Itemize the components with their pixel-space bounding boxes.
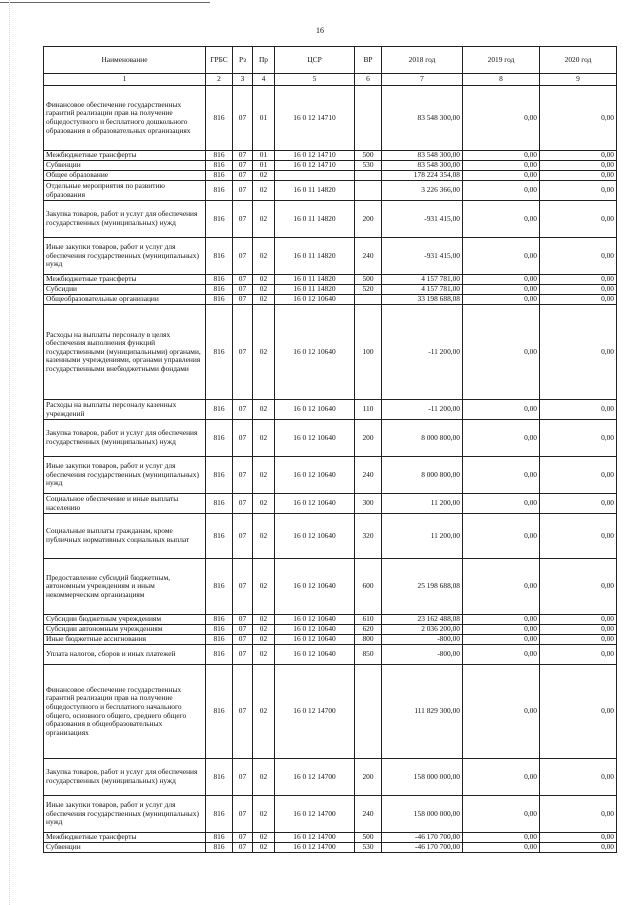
row-grbs-cell: 816 [206, 625, 233, 635]
row-grbs-cell: 816 [206, 161, 233, 171]
row-pr-cell: 02 [253, 181, 275, 201]
row-rz-cell: 07 [233, 295, 253, 305]
row-2020-cell: 0,00 [540, 494, 617, 514]
row-2020-cell: 0,00 [540, 305, 617, 400]
row-name-cell: Отдельные мероприятия по развитию образования [44, 181, 206, 201]
row-grbs-cell: 816 [206, 559, 233, 615]
row-grbs-cell: 816 [206, 615, 233, 625]
row-pr-cell: 02 [253, 843, 275, 853]
row-2018-cell: -800,00 [382, 635, 463, 645]
row-vr-cell [355, 171, 382, 181]
row-2020-cell: 0,00 [540, 400, 617, 420]
row-name-cell: Финансовое обеспечение государственных гарантий реализации прав на получение общедоступного и бесплатного дошкольного образования в образовательных организациях [44, 86, 206, 151]
row-grbs-cell: 816 [206, 238, 233, 275]
row-csr-cell: 16 0 12 10640 [275, 514, 355, 559]
row-csr-cell: 16 0 12 10640 [275, 400, 355, 420]
table-row [44, 759, 617, 796]
row-2020-cell: 0,00 [540, 514, 617, 559]
row-2020-cell: 0,00 [540, 201, 617, 238]
row-csr-cell: 16 0 12 10640 [275, 615, 355, 625]
row-2018-cell: 83 548 300,00 [382, 151, 463, 161]
row-grbs-cell: 816 [206, 305, 233, 400]
row-csr-cell [275, 171, 355, 181]
row-2020-cell: 0,00 [540, 275, 617, 285]
row-csr-cell: 16 0 12 10640 [275, 559, 355, 615]
row-csr-cell: 16 0 12 14700 [275, 665, 355, 759]
row-2020-cell: 0,00 [540, 559, 617, 615]
table-row [44, 833, 617, 843]
row-vr-cell: 200 [355, 201, 382, 238]
table-row [44, 238, 617, 275]
row-grbs-cell: 816 [206, 645, 233, 665]
row-csr-cell: 16 0 12 14700 [275, 796, 355, 833]
table-row [44, 275, 617, 285]
row-csr-cell: 16 0 12 14710 [275, 86, 355, 151]
header-cell-2019: 2019 год [463, 47, 540, 74]
row-pr-cell: 02 [253, 615, 275, 625]
row-rz-cell: 07 [233, 275, 253, 285]
row-name-cell: Иные бюджетные ассигнования [44, 635, 206, 645]
header-cell-rz: Рз [233, 47, 253, 74]
row-vr-cell: 240 [355, 457, 382, 494]
row-vr-cell: 110 [355, 400, 382, 420]
row-grbs-cell: 816 [206, 843, 233, 853]
row-name-cell: Иные закупки товаров, работ и услуг для обеспечения государственных (муниципальных) нужд [44, 796, 206, 833]
row-2020-cell: 0,00 [540, 759, 617, 796]
row-grbs-cell: 816 [206, 171, 233, 181]
budget-table [43, 46, 617, 853]
row-csr-cell: 16 0 12 14700 [275, 833, 355, 843]
column-number: 6 [355, 74, 382, 86]
row-pr-cell: 01 [253, 161, 275, 171]
row-2019-cell: 0,00 [463, 615, 540, 625]
row-2018-cell: 8 000 800,00 [382, 457, 463, 494]
table-row [44, 181, 617, 201]
row-grbs-cell: 816 [206, 420, 233, 457]
row-name-cell: Субсидии бюджетным учреждениям [44, 615, 206, 625]
row-name-cell: Финансовое обеспечение государственных гарантий реализации прав на получение общедоступного и бесплатного начального общего, основного общего, среднего общего образования в общеобразовательных организациях [44, 665, 206, 759]
row-pr-cell: 02 [253, 295, 275, 305]
row-2019-cell: 0,00 [463, 796, 540, 833]
row-name-cell: Расходы на выплаты персоналу в целях обеспечения выполнения функций государственными (муниципальными) органами, казенными учреждениями, органами управления государственными внебюджетными фондами [44, 305, 206, 400]
row-vr-cell: 620 [355, 625, 382, 635]
row-2018-cell: 11 200,00 [382, 494, 463, 514]
table-row [44, 665, 617, 759]
top-rule [0, 2, 210, 3]
row-vr-cell: 530 [355, 161, 382, 171]
row-2020-cell: 0,00 [540, 171, 617, 181]
row-rz-cell: 07 [233, 400, 253, 420]
table-row [44, 161, 617, 171]
table-row [44, 400, 617, 420]
row-2019-cell: 0,00 [463, 161, 540, 171]
row-grbs-cell: 816 [206, 759, 233, 796]
column-number: 2 [206, 74, 233, 86]
table-row [44, 305, 617, 400]
row-csr-cell: 16 0 11 14820 [275, 181, 355, 201]
table-row [44, 151, 617, 161]
scan-margin-line [9, 0, 10, 905]
row-2018-cell: 8 000 800,00 [382, 420, 463, 457]
row-2018-cell: 33 198 688,08 [382, 295, 463, 305]
row-pr-cell: 02 [253, 625, 275, 635]
row-grbs-cell: 816 [206, 400, 233, 420]
row-name-cell: Общее образование [44, 171, 206, 181]
row-rz-cell: 07 [233, 494, 253, 514]
row-vr-cell [355, 665, 382, 759]
row-2019-cell: 0,00 [463, 635, 540, 645]
row-csr-cell: 16 0 12 10640 [275, 420, 355, 457]
header-cell-name: Наименование [44, 47, 206, 74]
row-2018-cell: -931 415,00 [382, 238, 463, 275]
row-2018-cell: 178 224 354,08 [382, 171, 463, 181]
row-2018-cell: 25 198 688,08 [382, 559, 463, 615]
row-grbs-cell: 816 [206, 275, 233, 285]
row-2019-cell: 0,00 [463, 201, 540, 238]
row-2019-cell: 0,00 [463, 86, 540, 151]
row-2020-cell: 0,00 [540, 615, 617, 625]
row-grbs-cell: 816 [206, 665, 233, 759]
column-number: 4 [253, 74, 275, 86]
row-vr-cell: 500 [355, 275, 382, 285]
page-number: 16 [316, 26, 324, 35]
row-csr-cell: 16 0 12 10640 [275, 625, 355, 635]
row-rz-cell: 07 [233, 305, 253, 400]
column-number-row [44, 74, 617, 86]
table-row [44, 285, 617, 295]
row-grbs-cell: 816 [206, 201, 233, 238]
row-2018-cell: 83 548 300,00 [382, 86, 463, 151]
column-number: 7 [382, 74, 463, 86]
row-rz-cell: 07 [233, 843, 253, 853]
row-2018-cell: 3 226 366,00 [382, 181, 463, 201]
column-number: 5 [275, 74, 355, 86]
row-name-cell: Межбюджетные трансферты [44, 275, 206, 285]
table-row [44, 86, 617, 151]
row-name-cell: Субсидии [44, 285, 206, 295]
row-vr-cell: 530 [355, 843, 382, 853]
row-vr-cell: 500 [355, 151, 382, 161]
row-csr-cell: 16 0 12 10640 [275, 645, 355, 665]
row-pr-cell: 02 [253, 400, 275, 420]
row-pr-cell: 02 [253, 457, 275, 494]
row-vr-cell [355, 295, 382, 305]
row-2018-cell: 2 036 200,00 [382, 625, 463, 635]
row-rz-cell: 07 [233, 514, 253, 559]
row-vr-cell: 610 [355, 615, 382, 625]
row-name-cell: Субвенции [44, 161, 206, 171]
row-2019-cell: 0,00 [463, 759, 540, 796]
row-2019-cell: 0,00 [463, 843, 540, 853]
row-2019-cell: 0,00 [463, 420, 540, 457]
row-vr-cell: 200 [355, 420, 382, 457]
row-vr-cell: 300 [355, 494, 382, 514]
column-number: 9 [540, 74, 617, 86]
row-2019-cell: 0,00 [463, 275, 540, 285]
row-rz-cell: 07 [233, 645, 253, 665]
row-2020-cell: 0,00 [540, 635, 617, 645]
row-2020-cell: 0,00 [540, 843, 617, 853]
table-row [44, 635, 617, 645]
row-2019-cell: 0,00 [463, 181, 540, 201]
row-2020-cell: 0,00 [540, 665, 617, 759]
row-2020-cell: 0,00 [540, 295, 617, 305]
row-2018-cell: 158 000 000,00 [382, 759, 463, 796]
row-name-cell: Субвенции [44, 843, 206, 853]
row-2019-cell: 0,00 [463, 559, 540, 615]
row-pr-cell: 02 [253, 514, 275, 559]
row-2018-cell: -46 170 700,00 [382, 843, 463, 853]
row-2019-cell: 0,00 [463, 665, 540, 759]
header-cell-csr: ЦСР [275, 47, 355, 74]
table-row [44, 796, 617, 833]
header-cell-grbs: ГРБС [206, 47, 233, 74]
row-2018-cell: -800,00 [382, 645, 463, 665]
row-name-cell: Уплата налогов, сборов и иных платежей [44, 645, 206, 665]
row-name-cell: Межбюджетные трансферты [44, 151, 206, 161]
row-grbs-cell: 816 [206, 86, 233, 151]
row-pr-cell: 02 [253, 275, 275, 285]
row-rz-cell: 07 [233, 161, 253, 171]
row-csr-cell: 16 0 11 14820 [275, 238, 355, 275]
row-grbs-cell: 816 [206, 494, 233, 514]
row-name-cell: Субсидии автономным учреждениям [44, 625, 206, 635]
row-2019-cell: 0,00 [463, 295, 540, 305]
table-row [44, 615, 617, 625]
row-pr-cell: 02 [253, 420, 275, 457]
row-rz-cell: 07 [233, 151, 253, 161]
row-rz-cell: 07 [233, 420, 253, 457]
row-2020-cell: 0,00 [540, 151, 617, 161]
row-vr-cell: 850 [355, 645, 382, 665]
row-rz-cell: 07 [233, 796, 253, 833]
row-grbs-cell: 816 [206, 295, 233, 305]
row-csr-cell: 16 0 11 14820 [275, 285, 355, 295]
row-grbs-cell: 816 [206, 181, 233, 201]
row-2018-cell: 11 200,00 [382, 514, 463, 559]
row-pr-cell: 02 [253, 635, 275, 645]
table-row [44, 420, 617, 457]
row-2019-cell: 0,00 [463, 305, 540, 400]
row-rz-cell: 07 [233, 457, 253, 494]
row-2019-cell: 0,00 [463, 400, 540, 420]
row-rz-cell: 07 [233, 285, 253, 295]
row-name-cell: Закупка товаров, работ и услуг для обеспечения государственных (муниципальных) нужд [44, 759, 206, 796]
row-2020-cell: 0,00 [540, 181, 617, 201]
table-row [44, 625, 617, 635]
row-pr-cell: 01 [253, 86, 275, 151]
table-row [44, 171, 617, 181]
row-2019-cell: 0,00 [463, 494, 540, 514]
row-2018-cell: -11 200,00 [382, 400, 463, 420]
column-number: 1 [44, 74, 206, 86]
row-pr-cell: 02 [253, 494, 275, 514]
row-rz-cell: 07 [233, 238, 253, 275]
row-csr-cell: 16 0 12 14710 [275, 151, 355, 161]
row-csr-cell: 16 0 12 10640 [275, 635, 355, 645]
table-row [44, 201, 617, 238]
row-pr-cell: 02 [253, 759, 275, 796]
row-pr-cell: 02 [253, 833, 275, 843]
row-csr-cell: 16 0 12 10640 [275, 494, 355, 514]
table-row [44, 494, 617, 514]
row-2019-cell: 0,00 [463, 171, 540, 181]
row-2020-cell: 0,00 [540, 625, 617, 635]
row-name-cell: Расходы на выплаты персоналу казенных учреждений [44, 400, 206, 420]
table-row [44, 457, 617, 494]
row-2018-cell: 23 162 488,08 [382, 615, 463, 625]
row-2019-cell: 0,00 [463, 514, 540, 559]
table-row [44, 559, 617, 615]
row-grbs-cell: 816 [206, 833, 233, 843]
row-rz-cell: 07 [233, 181, 253, 201]
row-pr-cell: 02 [253, 238, 275, 275]
row-vr-cell: 320 [355, 514, 382, 559]
row-2019-cell: 0,00 [463, 151, 540, 161]
row-csr-cell: 16 0 11 14820 [275, 201, 355, 238]
row-2020-cell: 0,00 [540, 420, 617, 457]
row-rz-cell: 07 [233, 615, 253, 625]
row-vr-cell: 520 [355, 285, 382, 295]
row-2020-cell: 0,00 [540, 161, 617, 171]
row-2020-cell: 0,00 [540, 285, 617, 295]
row-vr-cell [355, 181, 382, 201]
row-name-cell: Предоставление субсидий бюджетным, автономным учреждениям и иным некоммерческим организациям [44, 559, 206, 615]
row-csr-cell: 16 0 12 14700 [275, 843, 355, 853]
row-vr-cell: 200 [355, 759, 382, 796]
table-row [44, 295, 617, 305]
row-2019-cell: 0,00 [463, 238, 540, 275]
row-rz-cell: 07 [233, 665, 253, 759]
row-2018-cell: 4 157 781,00 [382, 285, 463, 295]
row-grbs-cell: 816 [206, 285, 233, 295]
row-2020-cell: 0,00 [540, 833, 617, 843]
column-number: 3 [233, 74, 253, 86]
table-row [44, 843, 617, 853]
row-name-cell: Иные закупки товаров, работ и услуг для обеспечения государственных (муниципальных) нужд [44, 238, 206, 275]
row-rz-cell: 07 [233, 833, 253, 843]
row-rz-cell: 07 [233, 635, 253, 645]
row-csr-cell: 16 0 12 14700 [275, 759, 355, 796]
row-csr-cell: 16 0 12 10640 [275, 295, 355, 305]
row-name-cell: Общеобразовательные организации [44, 295, 206, 305]
row-2018-cell: 83 548 300,00 [382, 161, 463, 171]
row-2019-cell: 0,00 [463, 833, 540, 843]
row-vr-cell: 240 [355, 238, 382, 275]
row-vr-cell: 100 [355, 305, 382, 400]
row-2019-cell: 0,00 [463, 457, 540, 494]
row-rz-cell: 07 [233, 759, 253, 796]
row-grbs-cell: 816 [206, 457, 233, 494]
table-row [44, 645, 617, 665]
row-name-cell: Межбюджетные трансферты [44, 833, 206, 843]
row-pr-cell: 01 [253, 151, 275, 161]
row-csr-cell: 16 0 12 10640 [275, 305, 355, 400]
row-vr-cell: 800 [355, 635, 382, 645]
row-csr-cell: 16 0 12 10640 [275, 457, 355, 494]
row-vr-cell: 500 [355, 833, 382, 843]
row-pr-cell: 02 [253, 171, 275, 181]
row-2020-cell: 0,00 [540, 796, 617, 833]
row-grbs-cell: 816 [206, 514, 233, 559]
row-pr-cell: 02 [253, 645, 275, 665]
row-2020-cell: 0,00 [540, 86, 617, 151]
row-name-cell: Социальные выплаты гражданам, кроме публичных нормативных социальных выплат [44, 514, 206, 559]
row-pr-cell: 02 [253, 305, 275, 400]
header-cell-vr: ВР [355, 47, 382, 74]
row-name-cell: Социальное обеспечение и иные выплаты населению [44, 494, 206, 514]
row-2019-cell: 0,00 [463, 285, 540, 295]
row-2020-cell: 0,00 [540, 457, 617, 494]
row-csr-cell: 16 0 12 14710 [275, 161, 355, 171]
row-pr-cell: 02 [253, 285, 275, 295]
row-vr-cell [355, 86, 382, 151]
row-2019-cell: 0,00 [463, 645, 540, 665]
table-row [44, 514, 617, 559]
row-2018-cell: -46 170 700,00 [382, 833, 463, 843]
row-pr-cell: 02 [253, 796, 275, 833]
row-vr-cell: 240 [355, 796, 382, 833]
row-rz-cell: 07 [233, 625, 253, 635]
row-pr-cell: 02 [253, 559, 275, 615]
row-2018-cell: 158 000 000,00 [382, 796, 463, 833]
row-2020-cell: 0,00 [540, 238, 617, 275]
row-2020-cell: 0,00 [540, 645, 617, 665]
row-rz-cell: 07 [233, 559, 253, 615]
header-cell-2018: 2018 год [382, 47, 463, 74]
row-pr-cell: 02 [253, 665, 275, 759]
column-number: 8 [463, 74, 540, 86]
row-rz-cell: 07 [233, 171, 253, 181]
row-pr-cell: 02 [253, 201, 275, 238]
row-2018-cell: 111 829 300,00 [382, 665, 463, 759]
row-name-cell: Закупка товаров, работ и услуг для обеспечения государственных (муниципальных) нужд [44, 201, 206, 238]
row-name-cell: Закупка товаров, работ и услуг для обеспечения государственных (муниципальных) нужд [44, 420, 206, 457]
row-vr-cell: 600 [355, 559, 382, 615]
row-rz-cell: 07 [233, 86, 253, 151]
header-cell-2020: 2020 год [540, 47, 617, 74]
row-2018-cell: -931 415,00 [382, 201, 463, 238]
row-2018-cell: 4 157 781,00 [382, 275, 463, 285]
row-2018-cell: -11 200,00 [382, 305, 463, 400]
row-grbs-cell: 816 [206, 151, 233, 161]
row-2019-cell: 0,00 [463, 625, 540, 635]
row-grbs-cell: 816 [206, 796, 233, 833]
header-row [44, 47, 617, 74]
header-cell-pr: Пр [253, 47, 275, 74]
row-rz-cell: 07 [233, 201, 253, 238]
row-grbs-cell: 816 [206, 635, 233, 645]
row-name-cell: Иные закупки товаров, работ и услуг для обеспечения государственных (муниципальных) нужд [44, 457, 206, 494]
row-csr-cell: 16 0 11 14820 [275, 275, 355, 285]
